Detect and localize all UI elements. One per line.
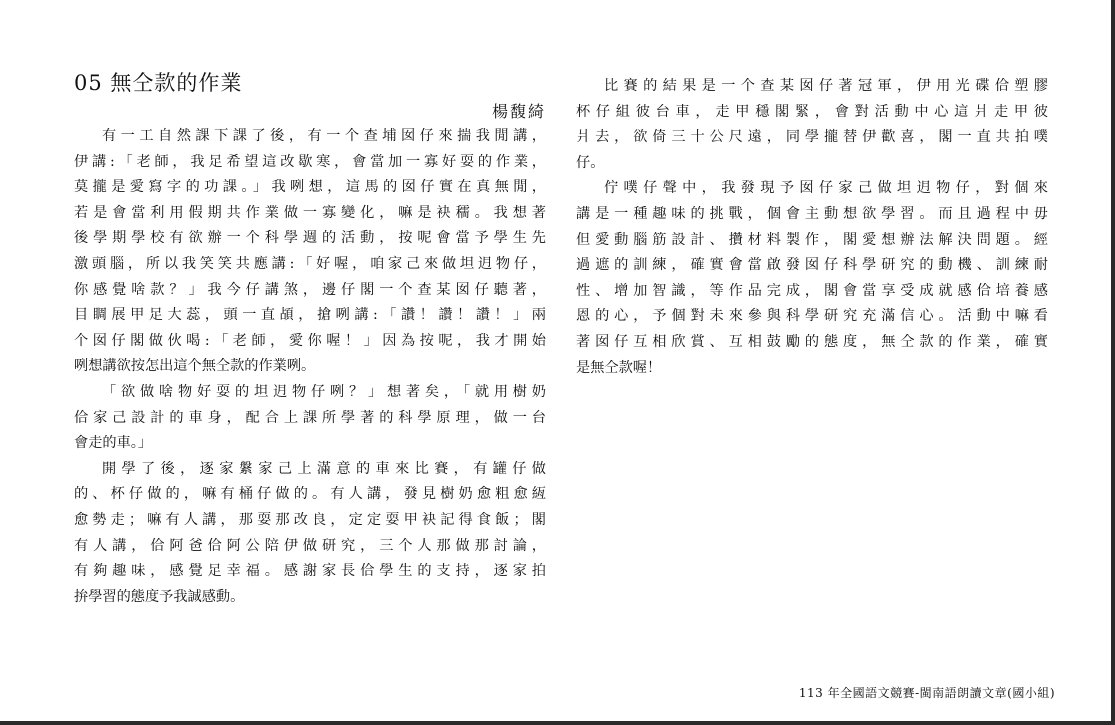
paragraph-line: 爿去，欲倚三十公尺遠，同學攏替伊歡喜，閣一直共拍噗 xyxy=(576,129,1048,146)
paragraph-line: 仔。 xyxy=(576,154,605,171)
paragraph-line: 愈勢走；嘛有人講，那耍那改良，定定耍甲袂記得食飯；閣 xyxy=(74,511,546,528)
paragraph-line: 有一工自然課下課了後，有一个查埔囡仔來揣我閒講， xyxy=(102,128,546,144)
paragraph-line: 有人講，佮阿爸佮阿公陪伊做研究，三个人那做那討論， xyxy=(74,537,546,554)
paragraph-line: 咧想講欲按怎出這个無仝款的作業咧。 xyxy=(74,358,316,375)
article-title: 05 無仝款的作業 xyxy=(74,71,243,95)
paragraph-line: 講是一種趣味的挑戰，個會主動想欲學習。而且過程中毋 xyxy=(576,205,1048,222)
paragraph-line: 是無仝款喔！ xyxy=(576,359,662,376)
paragraph-line: 激頭腦，所以我笑笑共應講:「好喔，咱家己來做坦迌物仔， xyxy=(74,255,546,272)
paragraph-line: 伊講:「老師，我足希望這改歇寒，會當加一寡好耍的作業， xyxy=(74,153,546,170)
paragraph-line: 性、增加智識，等作品完成，閣會當享受成就感佮培養感 xyxy=(576,282,1048,299)
paragraph-line: 佇噗仔聲中，我發現予囡仔家己做坦迌物仔，對個來 xyxy=(604,180,1048,197)
paragraph-line: 莫攏是愛寫字的功課。」我咧想，這馬的囡仔實在真無閒， xyxy=(74,179,546,196)
paragraph-line: 開學了後，逐家縏家己上滿意的車來比賽，有罐仔做 xyxy=(102,460,546,477)
paragraph-line: 若是會當利用假期共作業做一寡變化，嘛是袂穤。我想著 xyxy=(74,204,546,221)
paragraph-line: 比賽的結果是一个查某囡仔著冠軍，伊用光碟佮塑膠 xyxy=(604,78,1048,94)
paragraph-line: 但愛動腦筋設計、攢材料製作，閣愛想辦法解決問題。經 xyxy=(576,231,1048,248)
paragraph-line: 你感覺啥款？」我今仔講煞，邊仔閣一个查某囡仔聽著， xyxy=(74,281,546,298)
paragraph-line: 會走的車。」 xyxy=(74,435,153,452)
right-column xyxy=(576,74,1048,381)
paragraph-line: 佮家己設計的車身，配合上課所學著的科學原理，做一台 xyxy=(74,409,546,426)
paragraph-line: 「欲做啥物好耍的坦迌物仔咧？」想著矣，「就用樹奶 xyxy=(102,383,546,400)
paragraph-line: 後學期學校有欲辦一个科學週的活動，按呢會當予學生先 xyxy=(74,230,546,247)
paragraph-line: 目睭展甲足大蕊，頭一直頕，搶咧講:「讚！讚！讚！」兩 xyxy=(74,307,546,324)
article-author: 楊馥綺 xyxy=(491,102,546,121)
left-column-text xyxy=(74,124,546,610)
left-column xyxy=(74,68,546,610)
paragraph-line: 杯仔組彼台車，走甲穩閣緊，會對活動中心這爿走甲彼 xyxy=(576,103,1048,120)
paragraph-line: 過遮的訓練，確實會當啟發囡仔科學研究的動機、訓練耐 xyxy=(576,257,1048,274)
paragraph-line: 拚學習的態度予我誠感動。 xyxy=(74,588,245,605)
page-footer: 113 年全國語文競賽-閩南語朗讀文章(國小組) xyxy=(798,686,1055,700)
paragraph-line: 个囡仔閣做伙喝:「老師，愛你喔！」因為按呢，我才開始 xyxy=(74,332,546,349)
paragraph-line: 著囡仔互相欣賞、互相鼓勵的態度，無仝款的作業，確實 xyxy=(576,333,1048,350)
paragraph-line: 有夠趣味，感覺足幸福。感謝家長佮學生的支持，逐家拍 xyxy=(74,563,546,580)
right-column-text xyxy=(576,74,1048,381)
paragraph-line: 的、杯仔做的，嘛有桶仔做的。有人講，發見樹奶愈粗愈絚 xyxy=(74,486,546,503)
paragraph-line: 恩的心，予個對未來參與科學研究充滿信心。活動中嘛看 xyxy=(576,308,1048,325)
